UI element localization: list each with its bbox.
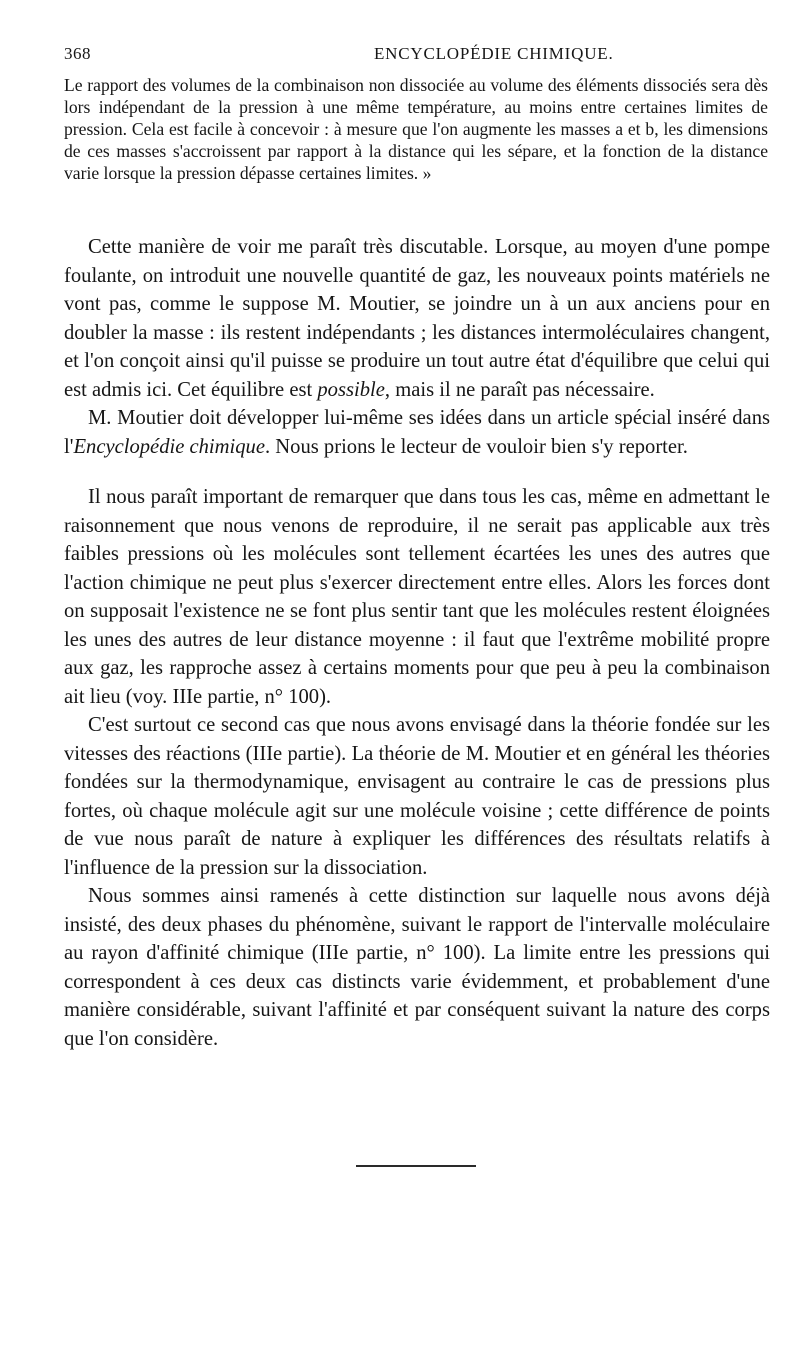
section-divider — [356, 1165, 476, 1167]
paragraph-1-emphasis: possible — [317, 378, 385, 401]
paragraph-1-text-end: , mais il ne paraît pas nécessaire. — [384, 378, 655, 401]
page-header — [64, 44, 764, 70]
running-title: ENCYCLOPÉDIE CHIMIQUE. — [374, 44, 614, 63]
page-number: 368 — [64, 44, 91, 63]
main-text — [64, 233, 770, 1053]
paragraph-2-text: M. Moutier doit développer lui-même ses idées dans un article spécial inséré dans l' — [64, 407, 770, 458]
quote-text: Le rapport des volumes de la combinaison non dissociée au volume des éléments dissociés sera dès lors indépendant de la pression à une même température, au moins entre certaines limites de pression. Cela est facile à concevoir : à mesure que l'on augmente les masses a et b, les dimensions de ces masses s'accroissent par rapport à la distance qui les sépare, et la fonction de la distance varie lorsque la pression dépasse certaines limites. » — [64, 75, 768, 183]
paragraph-1-text: Cette manière de voir me paraît très discutable. Lorsque, au moyen d'une pompe foulante, on introduit une nouvelle quantité de gaz, les nouveaux points matériels ne vont pas, comme le suppose M. Moutier, se joindre un à un aux anciens pour en doubler la masse : ils restent indépendants ; les distances intermoléculaires changent, et l'on conçoit ainsi qu'il puisse se produire un tout autre état d'équilibre que celui qui est admis ici. Cet équilibre est — [64, 236, 770, 401]
paragraph-5: Nous sommes ainsi ramenés à cette distinction sur laquelle nous avons déjà insisté, des deux phases du phénomène, suivant le rapport de l'intervalle moléculaire au rayon d'affinité chimique (IIIe partie, n° 100). La limite entre les pressions qui correspondent à ces deux cas distincts varie évidemment, et probablement d'une manière considérable, suivant l'affinité et par conséquent suivant la nature des corps que l'on considère. — [64, 885, 770, 1050]
quoted-passage — [64, 74, 768, 184]
paragraph-2-text-end: . Nous prions le lecteur de vouloir bien s'y reporter. — [265, 435, 688, 458]
paragraph-4: C'est surtout ce second cas que nous avons envisagé dans la théorie fondée sur les vitesses des réactions (IIIe partie). La théorie de M. Moutier et en général les théories fondées sur la thermodynamique, envisagent au contraire le cas de pressions plus fortes, où chaque molécule agit sur une molécule voisine ; cette différence de points de vue nous paraît de nature à expliquer les différences des résultats relatifs à l'influence de la pression sur la dissociation. — [64, 714, 770, 879]
paragraph-1 — [64, 233, 770, 404]
paragraph-2 — [64, 404, 770, 461]
paragraph-2-emphasis: Encyclopédie chimique — [73, 435, 265, 458]
paragraph-3: Il nous paraît important de remarquer que dans tous les cas, même en admettant le raisonnement que nous venons de reproduire, il ne serait pas applicable aux très faibles pressions où les molécules sont tellement écartées les unes des autres que l'action chimique ne peut plus s'exercer directement entre elles. Alors les forces dont on supposait l'existence ne se font plus sentir tant que les molécules restent éloignées les unes des autres de leur distance moyenne : il faut que l'extrême mobilité propre aux gaz, les rapproche assez à certains moments pour que peu à peu la combinaison ait lieu (voy. IIIe partie, n° 100). — [64, 486, 770, 708]
